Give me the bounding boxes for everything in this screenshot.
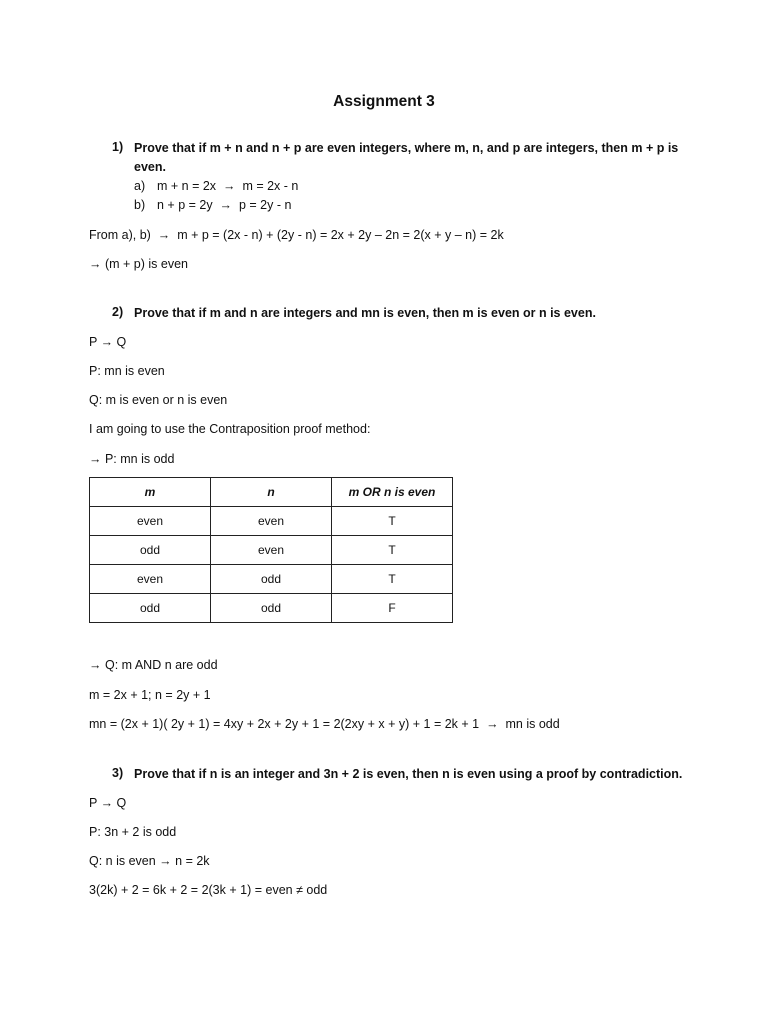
q2-method: I am going to use the Contraposition proof method:: [89, 422, 371, 436]
table-row: [90, 594, 453, 623]
q1-step-a: m + n = 2x → m = 2x - n: [157, 179, 299, 193]
truth-table-header: m: [90, 478, 211, 507]
table-cell: odd: [90, 594, 211, 623]
table-cell: odd: [211, 594, 332, 623]
q2-implication: P → Q: [89, 335, 127, 349]
table-row: [90, 536, 453, 565]
table-cell: even: [211, 507, 332, 536]
table-cell: even: [90, 565, 211, 594]
truth-table-header: n: [211, 478, 332, 507]
table-cell: even: [211, 536, 332, 565]
q2-not-p: → P: mn is odd: [89, 452, 175, 466]
q1-number: 1): [112, 140, 124, 154]
q1-statement-line2: even.: [134, 160, 166, 174]
table-cell: T: [332, 565, 453, 594]
q3-number: 3): [112, 766, 124, 780]
table-cell: odd: [90, 536, 211, 565]
truth-table: [89, 477, 453, 623]
q2-q: Q: m is even or n is even: [89, 393, 228, 407]
q1-step-b: n + p = 2y → p = 2y - n: [157, 198, 292, 212]
q3-p: P: 3n + 2 is odd: [89, 825, 177, 839]
document-title: Assignment 3: [333, 93, 435, 110]
table-cell: F: [332, 594, 453, 623]
q2-number: 2): [112, 305, 124, 319]
truth-table-header-row: [90, 478, 453, 507]
table-cell: T: [332, 507, 453, 536]
q2-statement: Prove that if m and n are integers and mn is even, then m is even or n is even.: [134, 306, 596, 320]
q1-statement-line1: Prove that if m + n and n + p are even integers, where m, n, and p are integers, then m + p is: [134, 141, 679, 155]
table-cell: T: [332, 536, 453, 565]
truth-table-header: m OR n is even: [332, 478, 453, 507]
q2-definitions: m = 2x + 1; n = 2y + 1: [89, 688, 211, 702]
q3-implication: P → Q: [89, 796, 127, 810]
q3-statement: Prove that if n is an integer and 3n + 2 is even, then n is even using a proof by contradiction.: [134, 767, 683, 781]
table-cell: even: [90, 507, 211, 536]
q2-p: P: mn is even: [89, 364, 165, 378]
table-row: [90, 507, 453, 536]
q3-calculation: 3(2k) + 2 = 6k + 2 = 2(3k + 1) = even ≠ odd: [89, 883, 328, 897]
q3-q: Q: n is even → n = 2k: [89, 854, 210, 868]
q2-product: mn = (2x + 1)( 2y + 1) = 4xy + 2x + 2y + 1 = 2(2xy + x + y) + 1 = 2k + 1 → mn is odd: [89, 717, 560, 731]
q1-from-derivation: From a), b) → m + p = (2x - n) + (2y - n) = 2x + 2y – 2n = 2(x + y – n) = 2k: [89, 228, 504, 242]
q1-step-a-label: a): [134, 179, 146, 193]
table-row: [90, 565, 453, 594]
q1-conclusion: → (m + p) is even: [89, 257, 188, 271]
table-cell: odd: [211, 565, 332, 594]
q2-not-q: → Q: m AND n are odd: [89, 658, 218, 672]
q1-step-b-label: b): [134, 198, 146, 212]
